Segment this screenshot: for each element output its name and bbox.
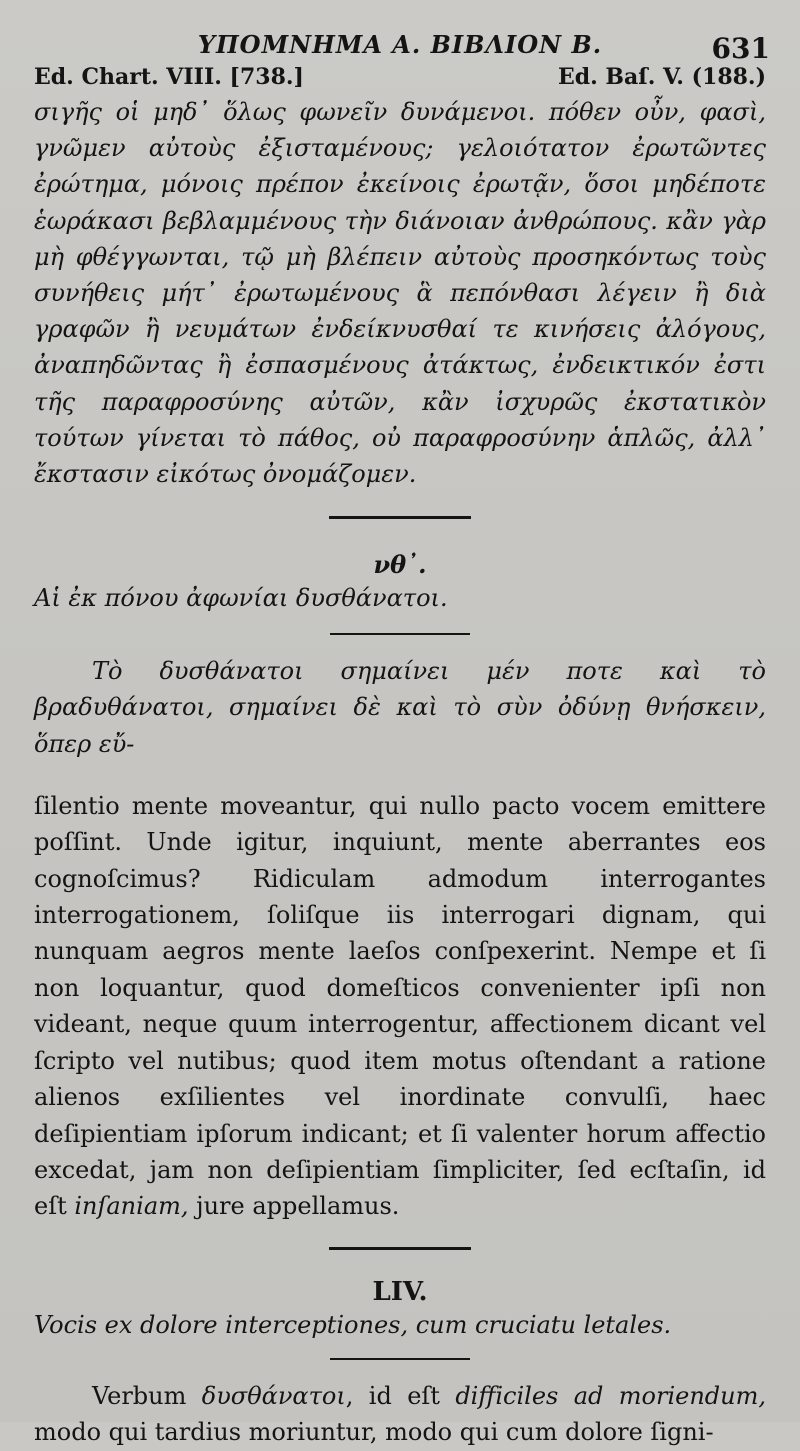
greek-section-number: νθ᾽. xyxy=(373,550,427,580)
latin-section-number: LIV. xyxy=(372,1276,428,1307)
latin-paragraph-1-text: ſilentio mente moveantur, qui nullo pacto vocem emittere poſſint. Unde igitur, inquiunt, mente aberrantes eos cognoſcimus? Ridiculam admodum interrogantes interrogationem, ſoliſque iis interrogari dignam, qui nunquam aegros mente laeſos conſpexerint. Nempe et ſi non loquantur, quod domeſticos convenienter ipſi non videant, neque quum interrogentur, affectionem dicant vel ſcripto vel nutibus; quod item motus oſtendant a ratione alienos exſilientes vel inordinate convulſi, haec deſipientiam ipſorum indicant; et ſi valenter horum affectio excedat, jam non deſipientiam ſimpliciter, ſed ecſtaſin, id eſt xyxy=(34,791,766,1221)
latin-section-title: Vocis ex dolore interceptiones, cum cruciatu letales. xyxy=(34,1310,672,1339)
edition-basel-ref: Ed. Baſ. V. (188.) xyxy=(557,64,766,90)
edition-references xyxy=(34,64,766,94)
edition-chartier-ref: Ed. Chart. VIII. [738.] xyxy=(34,64,304,90)
latin-paragraph-2-tail: modo qui tardius moriuntur, modo qui cum dolore ſigni- xyxy=(34,1418,714,1447)
latin-paragraph-1 xyxy=(34,788,766,1225)
latin-italic-word: inſaniam, xyxy=(74,1192,189,1221)
latin-paragraph-2 xyxy=(34,1378,766,1451)
greek-paragraph-1: σιγῆς οἱ μηδ᾽ ὅλως φωνεῖν δυνάμενοι. πόθεν οὖν, φασὶ, γνῶμεν αὐτοὺς ἐξισταμένους; γελοιότατον ἐρωτῶντες ἐρώτημα, μόνοις πρέπον ἐκείνοις ἐρωτᾷν, ὅσοι μηδέποτε ἑωράκασι βεβλαμμένους τὴν διάνοιαν ἀνθρώπους. κἂν γὰρ μὴ φθέγγωνται, τῷ μὴ βλέπειν αὐτοὺς προσηκόντως τοὺς συνήθεις μήτ᾽ ἐρωτωμένους ἃ πεπόνθασι λέγειν ἢ διὰ γραφῶν ἢ νευμάτων ἐνδείκνυσθαί τε κινήσεις ἀλόγους, ἀναπηδῶντας ἢ ἐσπασμένους ἀτάκτως, ἐνδεικτικόν ἐστι τῆς παραφροσύνης αὐτῶν, κἂν ἰσχυρῶς ἐκστατικὸν τούτων γίνεται τὸ πάθος, οὐ παραφροσύνην ἁπλῶς, ἀλλ᾽ ἔκστασιν εἰκότως ὀνομάζομεν. xyxy=(34,98,766,489)
latin-paragraph-1-end: jure appellamus. xyxy=(188,1192,400,1221)
page-number: 631 xyxy=(711,32,770,65)
greek-paragraph-2: Τὸ δυσθάνατοι σημαίνει μέν ποτε καὶ τὸ βραδυθάνατοι, σημαίνει δὲ καὶ τὸ σὺν ὀδύνῃ θνήσκειν, ὅπερ εὔ- xyxy=(34,657,766,758)
running-header xyxy=(34,22,770,65)
latin-greek-word: δυσθάνατοι xyxy=(201,1381,346,1410)
greek-section-title: Αἱ ἐκ πόνου ἀφωνίαι δυσθάνατοι. xyxy=(34,584,448,613)
latin-paragraph-2-lead: Verbum xyxy=(92,1381,202,1410)
latin-italic-phrase: difficiles ad moriendum, xyxy=(455,1381,766,1410)
latin-paragraph-2-mid: , id eſt xyxy=(345,1381,456,1410)
running-title: ΥΠΟΜΝΗΜΑ Α. ΒΙΒΛΙΟΝ Β. xyxy=(197,30,603,59)
